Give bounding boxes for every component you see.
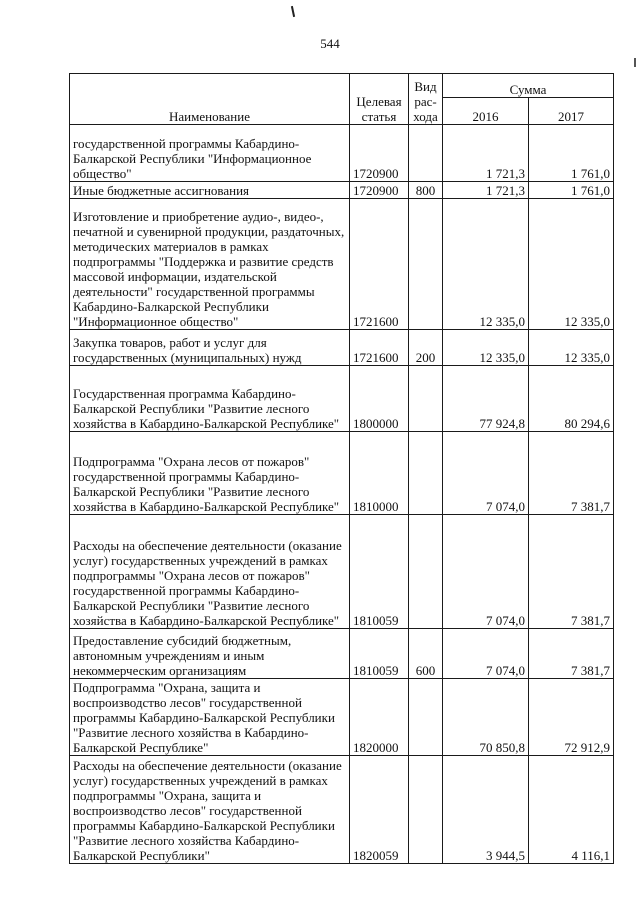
scan-edge-mark bbox=[634, 58, 636, 67]
table-row bbox=[70, 199, 614, 330]
row-name: Расходы на обеспечение деятельности (оказание услуг) государственных учреждений в рамках подпрограммы "Охрана, защита и воспроизводство лесов" государственной программы Кабардино-Балкарской Республики "Развитие лесного хозяйства Кабардино-Балкарской Республики" bbox=[70, 756, 350, 864]
row-name: Изготовление и приобретение аудио-, видео-, печатной и сувенирной продукции, раздаточных, методических материалов в рамках подпрограммы "Поддержка и развитие средств массовой информации, издательской деятельности" государственной программы Кабардино-Балкарской Республики "Информационное общество" bbox=[70, 199, 350, 330]
row-2016: 12 335,0 bbox=[443, 330, 529, 366]
row-name: государственной программы Кабардино-Балкарской Республики "Информационное общество" bbox=[70, 125, 350, 182]
row-code: 1810059 bbox=[350, 515, 409, 629]
table-row bbox=[70, 432, 614, 515]
row-kind bbox=[409, 199, 443, 330]
row-2017: 7 381,7 bbox=[529, 515, 614, 629]
row-2016: 1 721,3 bbox=[443, 182, 529, 199]
row-2016: 7 074,0 bbox=[443, 515, 529, 629]
row-name: Подпрограмма "Охрана лесов от пожаров" государственной программы Кабардино-Балкарской Республики "Развитие лесного хозяйства в Кабардино-Балкарской Республике" bbox=[70, 432, 350, 515]
row-name: Закупка товаров, работ и услуг для государственных (муниципальных) нужд bbox=[70, 330, 350, 366]
page-number: 544 bbox=[320, 36, 340, 51]
row-2017: 72 912,9 bbox=[529, 679, 614, 756]
header-name: Наименование bbox=[70, 74, 350, 125]
header-sum: Сумма bbox=[443, 74, 614, 98]
table-row bbox=[70, 125, 614, 182]
row-kind: 200 bbox=[409, 330, 443, 366]
row-code: 1721600 bbox=[350, 199, 409, 330]
header-target: Целевая статья bbox=[350, 74, 409, 125]
row-2017: 12 335,0 bbox=[529, 330, 614, 366]
row-2016: 7 074,0 bbox=[443, 629, 529, 679]
row-kind: 800 bbox=[409, 182, 443, 199]
row-2017: 7 381,7 bbox=[529, 432, 614, 515]
row-2016: 7 074,0 bbox=[443, 432, 529, 515]
row-code: 1800000 bbox=[350, 366, 409, 432]
row-2016: 77 924,8 bbox=[443, 366, 529, 432]
row-code: 1720900 bbox=[350, 182, 409, 199]
header-kind: Вид рас- хода bbox=[409, 74, 443, 125]
table-row bbox=[70, 330, 614, 366]
row-kind bbox=[409, 515, 443, 629]
table-row bbox=[70, 629, 614, 679]
row-kind: 600 bbox=[409, 629, 443, 679]
row-2016: 12 335,0 bbox=[443, 199, 529, 330]
table-row bbox=[70, 515, 614, 629]
row-code: 1820059 bbox=[350, 756, 409, 864]
row-2017: 4 116,1 bbox=[529, 756, 614, 864]
row-name: Подпрограмма "Охрана, защита и воспроизводство лесов" государственной программы Кабардино-Балкарской Республики "Развитие лесного хозяйства в Кабардино-Балкарской Республике" bbox=[70, 679, 350, 756]
header-year-2017: 2017 bbox=[529, 98, 614, 125]
row-code: 1721600 bbox=[350, 330, 409, 366]
row-2016: 3 944,5 bbox=[443, 756, 529, 864]
row-kind bbox=[409, 679, 443, 756]
scan-mark bbox=[291, 6, 295, 17]
row-2016: 70 850,8 bbox=[443, 679, 529, 756]
table-row bbox=[70, 366, 614, 432]
row-kind bbox=[409, 756, 443, 864]
row-kind bbox=[409, 432, 443, 515]
row-2017: 12 335,0 bbox=[529, 199, 614, 330]
row-code: 1820000 bbox=[350, 679, 409, 756]
row-kind bbox=[409, 366, 443, 432]
header-row bbox=[70, 74, 614, 98]
row-code: 1810059 bbox=[350, 629, 409, 679]
row-code: 1720900 bbox=[350, 125, 409, 182]
table-row bbox=[70, 182, 614, 199]
row-name: Государственная программа Кабардино-Балкарской Республики "Развитие лесного хозяйства в Кабардино-Балкарской Республике" bbox=[70, 366, 350, 432]
row-2016: 1 721,3 bbox=[443, 125, 529, 182]
row-2017: 1 761,0 bbox=[529, 182, 614, 199]
budget-table bbox=[69, 73, 614, 864]
row-2017: 7 381,7 bbox=[529, 629, 614, 679]
header-year-2016: 2016 bbox=[443, 98, 529, 125]
table-row bbox=[70, 679, 614, 756]
table-row bbox=[70, 756, 614, 864]
row-name: Иные бюджетные ассигнования bbox=[70, 182, 350, 199]
row-name: Предоставление субсидий бюджетным, автономным учреждениям и иным некоммерческим организациям bbox=[70, 629, 350, 679]
row-2017: 80 294,6 bbox=[529, 366, 614, 432]
row-kind bbox=[409, 125, 443, 182]
row-name: Расходы на обеспечение деятельности (оказание услуг) государственных учреждений в рамках подпрограммы "Охрана лесов от пожаров" государственной программы Кабардино-Балкарской Республики "Развитие лесного хозяйства в Кабардино-Балкарской Республике" bbox=[70, 515, 350, 629]
row-2017: 1 761,0 bbox=[529, 125, 614, 182]
row-code: 1810000 bbox=[350, 432, 409, 515]
